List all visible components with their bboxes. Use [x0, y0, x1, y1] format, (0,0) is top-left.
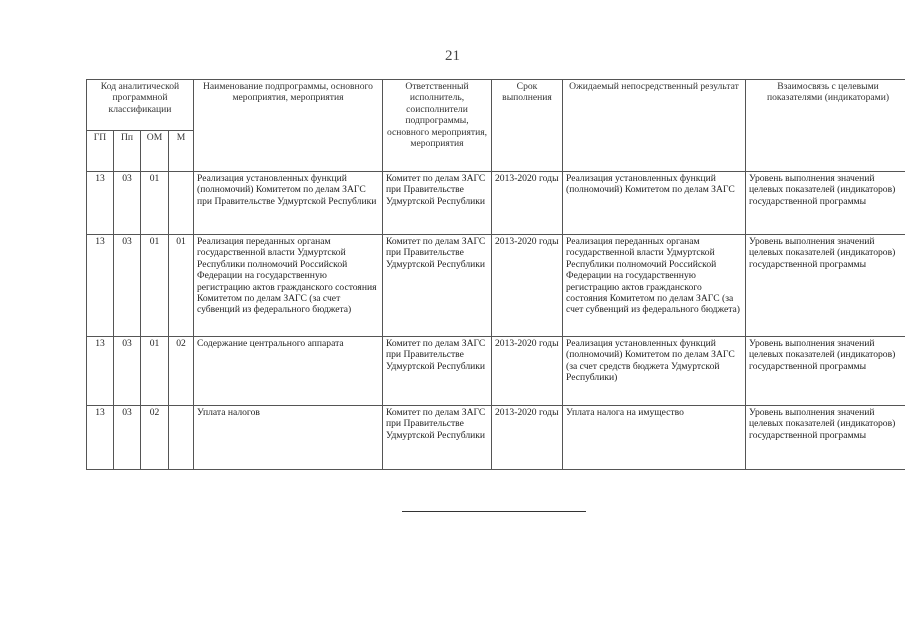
- cell-pp: 03: [114, 172, 141, 235]
- header-code-pp: Пп: [114, 131, 141, 172]
- cell-link: Уровень выполнения значений целевых показателей (индикаторов) государственной программы: [746, 235, 905, 337]
- cell-term: 2013-2020 годы: [492, 172, 563, 235]
- cell-term: 2013-2020 годы: [492, 337, 563, 406]
- header-row: [87, 80, 905, 131]
- cell-name: Уплата налогов: [194, 406, 383, 470]
- header-link: Взаимосвязь с целевыми показателями (индикаторами): [746, 80, 905, 172]
- cell-link: Уровень выполнения значений целевых показателей (индикаторов) государственной программы: [746, 337, 905, 406]
- cell-pp: 03: [114, 406, 141, 470]
- header-name: Наименование подпрограммы, основного мероприятия, мероприятия: [194, 80, 383, 172]
- cell-m: [169, 406, 194, 470]
- cell-result: Реализация установленных функций (полномочий) Комитетом по делам ЗАГС: [563, 172, 746, 235]
- header-term: Срок выполнения: [492, 80, 563, 172]
- cell-om: 02: [141, 406, 169, 470]
- cell-term: 2013-2020 годы: [492, 406, 563, 470]
- cell-responsible: Комитет по делам ЗАГС при Правительстве Удмуртской Республики: [383, 235, 492, 337]
- page-number: 21: [445, 48, 460, 64]
- table-row: [87, 172, 905, 235]
- program-table: [86, 79, 905, 470]
- cell-om: 01: [141, 172, 169, 235]
- header-code-m: М: [169, 131, 194, 172]
- cell-gp: 13: [87, 172, 114, 235]
- footer-divider: [402, 511, 586, 512]
- cell-responsible: Комитет по делам ЗАГС при Правительстве Удмуртской Республики: [383, 406, 492, 470]
- cell-result: Уплата налога на имущество: [563, 406, 746, 470]
- cell-pp: 03: [114, 337, 141, 406]
- header-code-group: Код аналитической программной классификации: [87, 80, 194, 131]
- cell-responsible: Комитет по делам ЗАГС при Правительстве Удмуртской Республики: [383, 337, 492, 406]
- cell-om: 01: [141, 337, 169, 406]
- cell-result: Реализация переданных органам государственной власти Удмуртской Республики полномочий Российской Федерации на государственную регистрацию актов гражданского состояния Комитетом по делам ЗАГС (за счет субвенций из федерального бюджета): [563, 235, 746, 337]
- cell-term: 2013-2020 годы: [492, 235, 563, 337]
- cell-m: 02: [169, 337, 194, 406]
- table-row: [87, 235, 905, 337]
- table-row: [87, 337, 905, 406]
- cell-gp: 13: [87, 406, 114, 470]
- cell-gp: 13: [87, 235, 114, 337]
- table-row: [87, 406, 905, 470]
- cell-result: Реализация установленных функций (полномочий) Комитетом по делам ЗАГС (за счет средств бюджета Удмуртской Республики): [563, 337, 746, 406]
- header-code-gp: ГП: [87, 131, 114, 172]
- cell-m: [169, 172, 194, 235]
- cell-gp: 13: [87, 337, 114, 406]
- header-responsible: Ответственный исполнитель, соисполнители подпрограммы, основного мероприятия, мероприятия: [383, 80, 492, 172]
- cell-om: 01: [141, 235, 169, 337]
- header-result: Ожидаемый непосредственный результат: [563, 80, 746, 172]
- cell-responsible: Комитет по делам ЗАГС при Правительстве Удмуртской Республики: [383, 172, 492, 235]
- cell-name: Реализация установленных функций (полномочий) Комитетом по делам ЗАГС при Правительстве Удмуртской Республики: [194, 172, 383, 235]
- cell-name: Реализация переданных органам государственной власти Удмуртской Республики полномочий Российской Федерации на государственную регистрацию актов гражданского состояния Комитетом по делам ЗАГС (за счет субвенций из федерального бюджета): [194, 235, 383, 337]
- cell-link: Уровень выполнения значений целевых показателей (индикаторов) государственной программы: [746, 172, 905, 235]
- cell-link: Уровень выполнения значений целевых показателей (индикаторов) государственной программы: [746, 406, 905, 470]
- header-code-om: ОМ: [141, 131, 169, 172]
- cell-m: 01: [169, 235, 194, 337]
- cell-name: Содержание центрального аппарата: [194, 337, 383, 406]
- cell-pp: 03: [114, 235, 141, 337]
